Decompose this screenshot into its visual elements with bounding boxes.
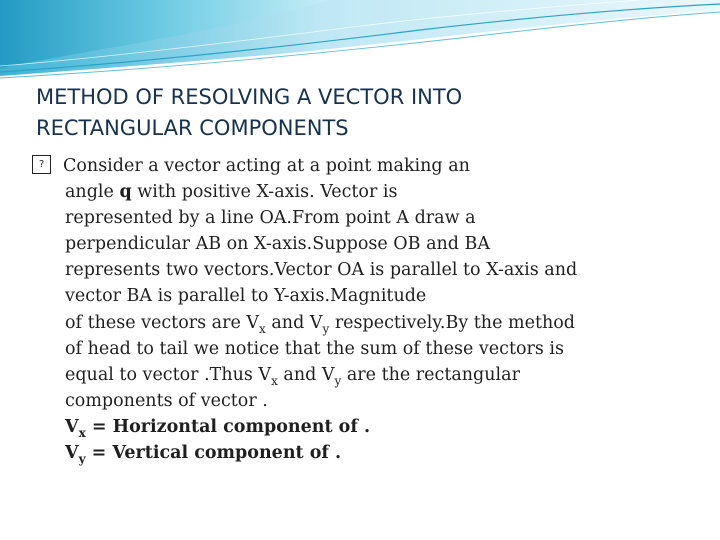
body-line-2-text-c: with positive X-axis. Vector is	[131, 182, 398, 203]
body-line-2-text-a: angle	[65, 182, 120, 203]
body-line-9-text-e: are the rectangular	[341, 364, 520, 385]
body-line-5: represents two vectors.Vector OA is parallel to X-axis and	[65, 260, 578, 281]
vx-symbol: V	[65, 416, 79, 437]
body-line-10: components of vector .	[65, 390, 268, 411]
slide-title-line-1: METHOD OF RESOLVING A VECTOR INTO	[36, 85, 463, 109]
body-line-9-text-c: and V	[277, 364, 335, 385]
body-line-1	[32, 153, 712, 179]
angle-symbol: q	[119, 182, 132, 203]
body-line-1-text: Consider a vector acting at a point making an	[63, 156, 470, 176]
body-line-4: perpendicular AB on X-axis.Suppose OB and BA	[65, 234, 491, 255]
slide-title-line-2: RECTANGULAR COMPONENTS	[36, 116, 349, 140]
subscript-x: x	[78, 425, 86, 440]
vertical-component-line	[32, 440, 712, 466]
subscript-y: y	[78, 452, 86, 467]
body-line-2	[32, 179, 712, 205]
horizontal-component-line	[32, 414, 712, 440]
subscript-x: x	[271, 373, 278, 388]
vertical-component-text: = Vertical component of .	[85, 443, 342, 464]
body-line-8: of head to tail we notice that the sum of these vectors is	[65, 338, 565, 359]
subscript-x: x	[259, 321, 266, 336]
body-line-7-text-e: respectively.By the method	[329, 312, 575, 333]
body-line-7-text-c: and V	[265, 312, 323, 333]
slide-title	[36, 82, 696, 144]
body-line-7-text-a: of these vectors are V	[65, 312, 260, 333]
slide-body	[32, 153, 712, 466]
body-line-7	[32, 310, 712, 336]
horizontal-component-text: = Horizontal component of .	[85, 416, 371, 437]
vy-symbol: V	[65, 443, 79, 464]
subscript-y: y	[322, 321, 330, 336]
missing-glyph-bullet-icon	[32, 155, 51, 174]
subscript-y: y	[334, 373, 342, 388]
header-wave-banner	[0, 0, 720, 90]
body-line-6: vector BA is parallel to Y-axis.Magnitude	[65, 286, 427, 307]
body-line-3: represented by a line OA.From point A draw a	[65, 208, 476, 229]
body-line-9-text-a: equal to vector .Thus V	[65, 364, 272, 385]
body-line-9	[32, 362, 712, 388]
